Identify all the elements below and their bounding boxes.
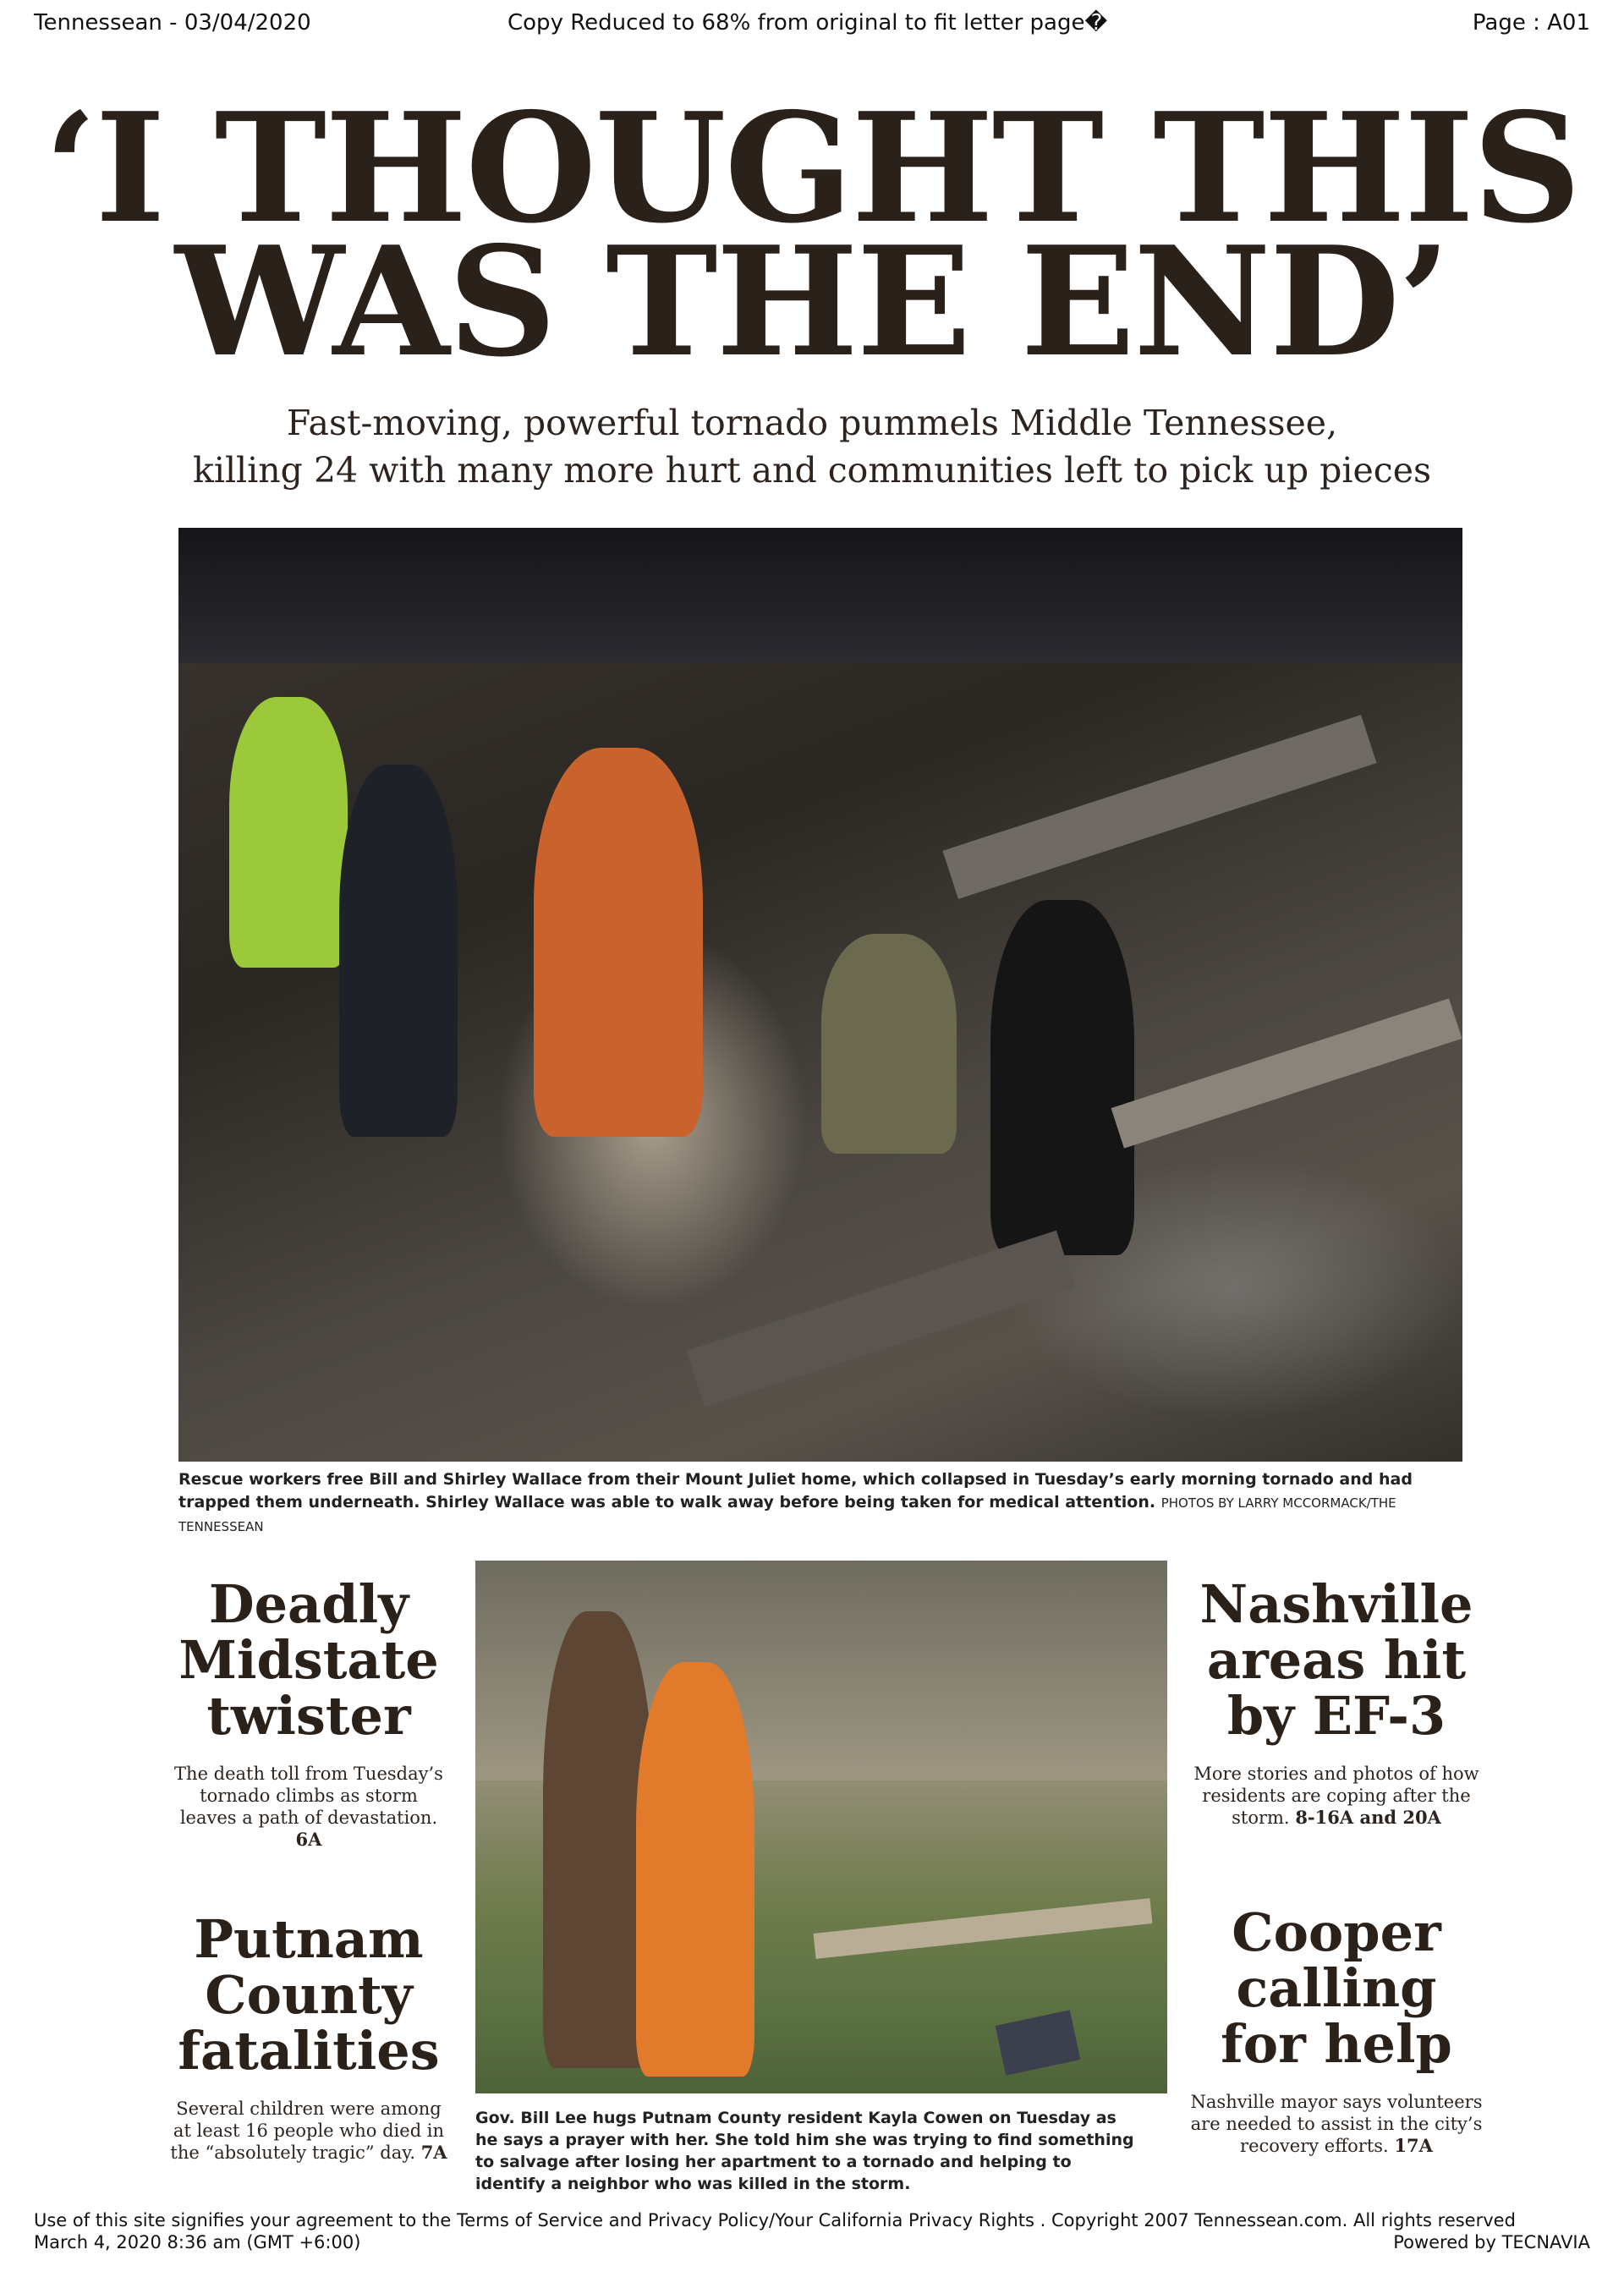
teaser-title-line: Cooper (1232, 1901, 1441, 1963)
teaser-summary (169, 1763, 448, 1851)
photo-governor-hug (475, 1561, 1167, 2093)
teaser-title-line: Putnam (194, 1908, 424, 1970)
photo-debris-boards (814, 1898, 1153, 1959)
page-footer (34, 2209, 1590, 2253)
teaser-title-line: twister (206, 1685, 411, 1747)
subheadline (0, 399, 1624, 494)
teaser-title (169, 1573, 448, 1747)
footer-legal-line[interactable]: Use of this site signifies your agreement to the Terms of Service and Privacy Policy/Your California Privacy Rights . Copyright 2007 Tennessean.com. All rights reserved (34, 2210, 1516, 2230)
second-photo-caption: Gov. Bill Lee hugs Putnam County resident Kayla Cowen on Tuesday as he says a prayer with her. She told him she was trying to find something to salvage after losing her apartment to a tornado and helping to identify a neighbor who was killed in the storm. (475, 2109, 1134, 2193)
photo-figure-orange-shirt (534, 748, 703, 1137)
teaser-page-ref: 8-16A and 20A (1295, 1807, 1441, 1828)
teaser-title-line: areas hit (1206, 1629, 1467, 1691)
page-number: Page : A01 (1472, 10, 1590, 36)
photo-figure-resident (636, 1662, 754, 2077)
teaser-nashville-areas[interactable] (1184, 1573, 1489, 1829)
teaser-cooper-calling[interactable] (1188, 1901, 1484, 2157)
headline-line-1: ‘I THOUGHT THIS (44, 80, 1580, 256)
teaser-title-line: County (205, 1964, 413, 2026)
photo-figure-officer (339, 765, 458, 1137)
teaser-page-ref: 7A (420, 2142, 447, 2163)
main-photo-caption-text: Rescue workers free Bill and Shirley Wallace from their Mount Juliet home, which collapsed in Tuesday’s early morning tornado and had trapped them underneath. Shirley Wallace was able to walk away before being taken for medical attention. (178, 1470, 1413, 1512)
photo-night-sky (178, 528, 1462, 663)
teaser-summary-text: Nashville mayor says volunteers are needed to assist in the city’s recovery efforts. (1190, 2092, 1483, 2156)
subheadline-line-2: killing 24 with many more hurt and communities left to pick up pieces (192, 450, 1431, 491)
teaser-title-line: by EF-3 (1226, 1685, 1446, 1747)
main-headline (0, 80, 1624, 390)
teaser-title-line: for help (1221, 2013, 1452, 2075)
page-header (34, 10, 1590, 44)
teaser-title-line: calling (1236, 1957, 1437, 2019)
footer-timestamp: March 4, 2020 8:36 am (GMT +6:00) (34, 2232, 361, 2252)
teaser-title-line: fatalities (178, 2020, 440, 2082)
teaser-title-line: Nashville (1199, 1573, 1473, 1635)
teaser-summary-text: More stories and photos of how residents are coping after the storm. (1193, 1764, 1479, 1828)
subheadline-line-1: Fast-moving, powerful tornado pummels Middle Tennessee, (286, 403, 1338, 443)
photo-credit: PHOTOS BY LARRY MCCORMACK/THE TENNESSEAN (178, 1495, 1396, 1534)
photo-debris-1 (942, 715, 1376, 899)
footer-powered-by: Powered by TECNAVIA (1393, 2232, 1590, 2252)
photo-figure-black-shirt (990, 900, 1134, 1255)
teaser-summary (1188, 2091, 1484, 2157)
teaser-summary (165, 2098, 453, 2164)
teaser-summary-text: Several children were among at least 16 people who died in the “absolutely tragic” day. (170, 2099, 445, 2163)
teaser-page-ref: 17A (1394, 2135, 1433, 2156)
teaser-summary (1184, 1763, 1489, 1829)
photo-debris-2 (1111, 998, 1462, 1148)
photo-figure-camo (821, 934, 957, 1154)
photo-figure-rescuer-vest (229, 697, 348, 968)
headline-line-2: WAS THE END’ (174, 213, 1450, 390)
teaser-title (1184, 1573, 1489, 1747)
teaser-title-line: Midstate (178, 1629, 439, 1691)
teaser-summary-text: The death toll from Tuesday’s tornado climbs as storm leaves a path of devastation. (174, 1764, 443, 1828)
photo-debris-grate (996, 2010, 1081, 2075)
teaser-putnam-county[interactable] (165, 1908, 453, 2164)
main-photo-rescue (178, 528, 1462, 1462)
copy-reduced-note: Copy Reduced to 68% from original to fit letter page� (508, 10, 1108, 36)
teaser-deadly-midstate[interactable] (169, 1573, 448, 1851)
teaser-title-line: Deadly (208, 1573, 409, 1635)
teaser-title (1188, 1901, 1484, 2075)
teaser-title (165, 1908, 453, 2082)
main-photo-caption (178, 1468, 1464, 1539)
photo-debris-3 (686, 1231, 1074, 1407)
teaser-page-ref: 6A (295, 1829, 322, 1850)
edition-date: Tennessean - 03/04/2020 (34, 10, 311, 36)
